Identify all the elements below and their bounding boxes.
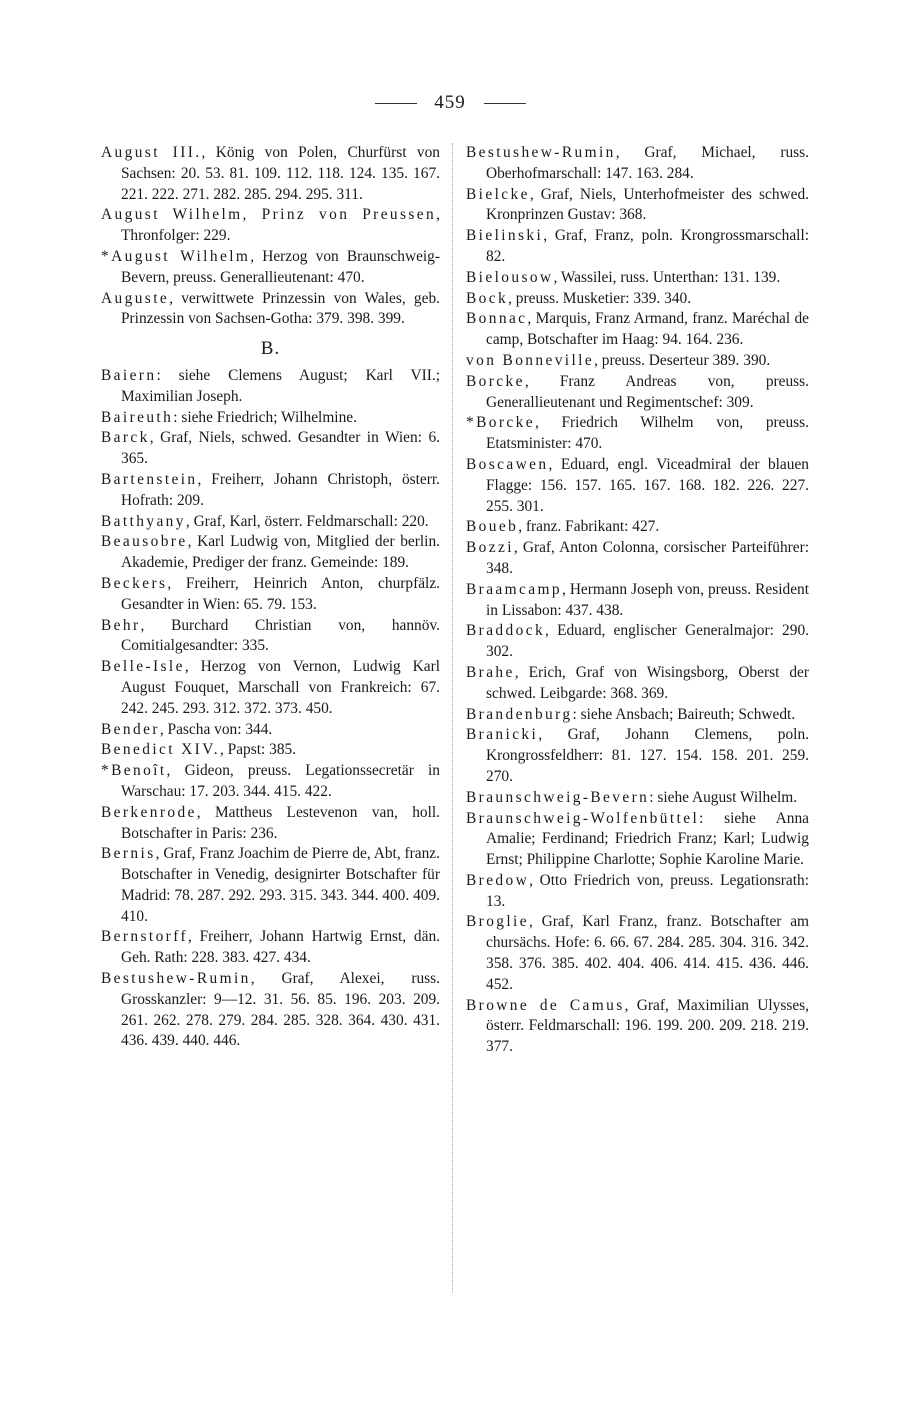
index-entry (466, 143, 809, 185)
index-references: , Graf, Alexei, russ. Grosskanzler: 9—12. 31. 56. 85. 196. 203. 209. 261. 262. 278. 279. 284. 285. 328. 364. 430. 431. 436. 439. 440. 446. (121, 970, 440, 1050)
index-references: , preuss. Musketier: 339. 340. (508, 289, 692, 307)
index-references: , Erich, Graf von Wisingsborg, Oberst der schwed. Leibgarde: 368. 369. (486, 663, 809, 702)
index-entry (466, 268, 809, 289)
index-term: Borcke (466, 372, 525, 390)
index-entry (466, 580, 809, 622)
index-references: , Graf, Karl Franz, franz. Botschafter am chursächs. Hofe: 6. 66. 67. 284. 285. 304. 316. 342. 358. 376. 385. 402. 404. 406. 414. 415. 436. 446. 452. (486, 913, 809, 993)
index-entry (101, 205, 440, 247)
index-entry (101, 616, 440, 658)
index-term: Braddock (466, 622, 546, 640)
index-term: Boscawen (466, 455, 549, 473)
index-term: Bredow (466, 871, 530, 889)
index-entry (101, 844, 440, 927)
index-references: , Friedrich Wilhelm von, preuss. Etatsminister: 470. (486, 414, 809, 453)
index-references: , Graf, Franz Joachim de Pierre de, Abt, franz. Botschafter in Venedig, designirter Botschafter für Madrid: 78. 287. 292. 293. 315. 343. 344. 400. 409. 410. (121, 845, 440, 925)
index-references: , Karl Ludwig von, Mitglied der berlin. Akademie, Prediger der franz. Gemeinde: 189. (121, 533, 440, 572)
index-references: , Herzog von Vernon, Ludwig Karl August Fouquet, Marschall von Frankreich: 67. 242. 245. 293. 312. 372. 373. 450. (121, 658, 440, 717)
index-references: , Graf, Maximilian Ulysses, österr. Feldmarschall: 196. 199. 200. 209. 218. 219. 377. (486, 996, 810, 1056)
index-entry (466, 705, 809, 726)
index-term: Bernis (101, 845, 156, 863)
index-term: Bielousow (466, 268, 554, 286)
index-entry (101, 657, 440, 719)
column-divider (452, 143, 453, 1293)
index-references: , verwittwete Prinzessin von Wales, geb. Prinzessin von Sachsen-Gotha: 379. 398. 399. (121, 289, 440, 328)
index-term: Benedict XIV. (101, 741, 220, 759)
index-entry (101, 470, 440, 512)
index-references: : siehe August Wilhelm. (649, 788, 798, 806)
index-entry (466, 871, 809, 913)
index-references: , franz. Fabrikant: 427. (518, 518, 660, 536)
index-entry (101, 720, 440, 741)
index-entry (101, 761, 440, 803)
index-term: Brahe (466, 663, 515, 681)
index-entry (466, 413, 809, 455)
index-term: Bernstorff (101, 928, 188, 946)
index-entry (466, 226, 809, 268)
index-references: , Pascha von: 344. (159, 720, 273, 738)
index-entry (466, 351, 809, 372)
page-number: 459 (434, 92, 466, 113)
index-term: Bock (466, 289, 509, 307)
index-term: August Wilhelm, Prinz von Preussen (101, 206, 437, 224)
index-references: , Wassilei, russ. Unterthan: 131. 139. (553, 268, 781, 286)
index-references: , Graf, Franz, poln. Krongrossmarschall: 82. (486, 227, 809, 265)
index-entry (101, 803, 440, 845)
index-references: , Marquis, Franz Armand, franz. Maréchal de camp, Botschafter im Haag: 94. 164. 236. (486, 310, 809, 349)
index-term: Bartenstein (101, 470, 198, 488)
index-term: Braamcamp (466, 580, 562, 598)
index-references: , Graf, Michael, russ. Oberhofmarschall: 147. 163. 284. (486, 144, 809, 182)
index-entry (101, 969, 440, 1052)
index-entry (466, 372, 809, 414)
index-references: , Freiherr, Johann Hartwig Ernst, dän. Geh. Rath: 228. 383. 427. 434. (121, 928, 440, 967)
index-references: , Graf, Karl, österr. Feldmarschall: 220. (185, 512, 429, 530)
index-entry (466, 455, 809, 517)
index-entry (101, 143, 440, 205)
index-references: , Mattheus Lestevenon van, holl. Botschafter in Paris: 236. (121, 803, 440, 842)
index-term: Belle-Isle (101, 658, 185, 676)
index-references: , Herzog von Braunschweig-Bevern, preuss. Generallieutenant: 470. (121, 247, 440, 286)
index-references: , Graf, Niels, Unterhofmeister des schwed. Kronprinzen Gustav: 368. (486, 185, 809, 224)
index-term: Browne de Camus (466, 996, 625, 1014)
index-references: , Graf, Johann Clemens, poln. Krongrossfeldherr: 81. 127. 154. 158. 201. 259. 270. (486, 726, 809, 785)
index-references: , Freiherr, Heinrich Anton, churpfälz. Gesandter in Wien: 65. 79. 153. (121, 574, 440, 613)
index-entry (101, 512, 440, 533)
index-term: Auguste (101, 289, 170, 307)
index-entry (101, 740, 440, 761)
index-term: Bielinski (466, 227, 544, 245)
index-term: *Benoît (101, 762, 167, 780)
index-entry (466, 809, 809, 871)
index-references: , Graf, Niels, schwed. Gesandter in Wien: 6. 365. (121, 429, 440, 468)
header-rule-right (484, 103, 526, 104)
index-term: Berkenrode (101, 803, 197, 821)
index-references: , Franz Andreas von, preuss. Generallieutenant und Regimentschef: 309. (486, 372, 809, 411)
index-entry (466, 725, 809, 787)
index-term: Beckers (101, 574, 168, 592)
index-term: Bender (101, 720, 160, 738)
index-term: Bestushew-Rumin (466, 144, 616, 161)
index-entry (466, 663, 809, 705)
index-references: , Eduard, englischer Generalmajor: 290. 302. (486, 622, 809, 661)
index-references: : siehe Friedrich; Wilhelmine. (173, 408, 357, 426)
index-entry (101, 247, 440, 289)
index-references: , preuss. Deserteur 389. 390. (594, 351, 771, 369)
index-references: : siehe Anna Amalie; Ferdinand; Friedrich Franz; Karl; Ludwig Ernst; Philippine Charlotte; Sophie Karoline Marie. (486, 809, 809, 869)
entries-a-group (101, 143, 440, 330)
index-entry (101, 574, 440, 616)
index-term: Bozzi (466, 539, 514, 557)
index-entry (466, 621, 809, 663)
index-term: Branicki (466, 726, 539, 744)
index-references: , Burchard Christian von, hannöv. Comitialgesandter: 335. (121, 616, 440, 655)
section-heading-b: B. (260, 338, 281, 360)
index-entry (101, 366, 440, 408)
entries-b-group (101, 366, 440, 1052)
index-references: , Hermann Joseph von, preuss. Resident in Lissabon: 437. 438. (486, 580, 809, 619)
index-references: : siehe Ansbach; Baireuth; Schwedt. (572, 705, 796, 723)
index-term: Bielcke (466, 185, 530, 203)
index-entry (101, 532, 440, 574)
index-term: Bonnac (466, 310, 528, 328)
header-rule-left (375, 103, 417, 104)
entries-b-continued-group (466, 143, 809, 1058)
index-entry (101, 428, 440, 470)
index-term: Baiern (101, 366, 157, 384)
index-entry (101, 927, 440, 969)
index-term: Brandenburg (466, 705, 573, 723)
index-term: Braunschweig-Wolfenbüttel (466, 809, 700, 827)
index-entry (466, 996, 809, 1058)
index-term: Broglie (466, 913, 529, 931)
index-entry (101, 289, 440, 331)
index-term: Bestushew-Rumin (101, 970, 251, 988)
index-entry (466, 788, 809, 809)
index-term: Barck (101, 429, 150, 447)
index-term: von Bonneville (466, 351, 595, 369)
index-entry (466, 912, 809, 995)
index-references: : siehe Clemens August; Karl VII.; Maximilian Joseph. (121, 366, 440, 405)
index-term: Boueb (466, 518, 519, 536)
index-references: , Otto Friedrich von, preuss. Legationsrath: 13. (486, 871, 809, 910)
index-term: Braunschweig-Bevern (466, 788, 650, 806)
index-entry (466, 309, 809, 351)
index-term: *August Wilhelm (101, 247, 251, 265)
left-column (101, 143, 440, 1052)
index-term: Batthyany (101, 512, 186, 530)
index-references: , König von Polen, Churfürst von Sachsen: 20. 53. 81. 109. 112. 118. 124. 135. 167. 221. 222. 271. 282. 285. 294. 295. 311. (121, 144, 440, 203)
index-term: *Borcke (466, 414, 535, 432)
index-entry (466, 538, 809, 580)
index-references: , Eduard, engl. Viceadmiral der blauen Flagge: 156. 157. 165. 167. 168. 182. 226. 227. 255. 301. (486, 455, 809, 515)
index-entry (466, 517, 809, 538)
index-entry (101, 408, 440, 429)
index-entry (466, 289, 809, 310)
index-references: , Papst: 385. (219, 741, 297, 759)
index-term: August III. (101, 144, 202, 161)
right-column (466, 143, 809, 1058)
index-term: Baireuth (101, 408, 174, 426)
page-header (0, 92, 900, 114)
index-term: Behr (101, 616, 141, 634)
index-references: , Thronfolger: 229. (121, 206, 440, 245)
index-entry (466, 185, 809, 227)
index-term: Beausobre (101, 533, 188, 551)
index-references: , Gideon, preuss. Legationssecretär in Warschau: 17. 203. 344. 415. 422. (121, 762, 440, 800)
index-references: , Freiherr, Johann Christoph, österr. Hofrath: 209. (121, 470, 440, 509)
index-references: , Graf, Anton Colonna, corsischer Parteiführer: 348. (486, 539, 809, 577)
